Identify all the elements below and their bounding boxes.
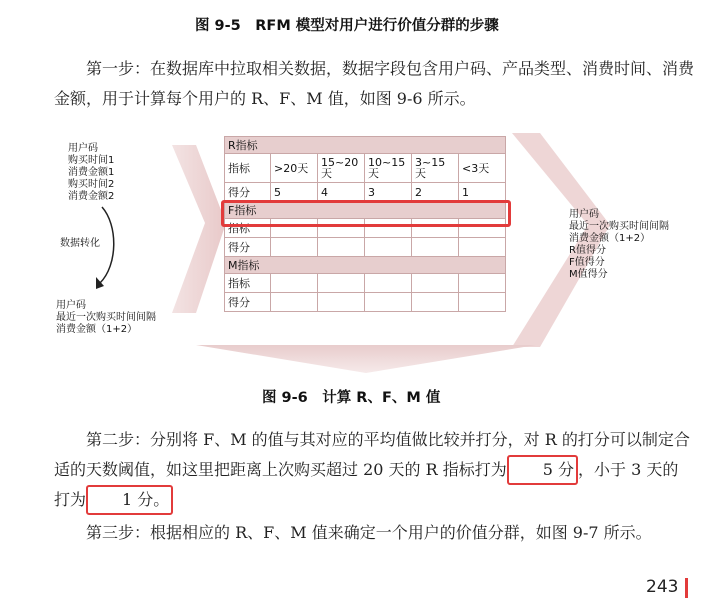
m-indicator-header: M指标 (225, 257, 506, 274)
output-field: 用户码 (569, 209, 599, 220)
output-field: F值得分 (569, 257, 605, 268)
highlight-five-points: 5 分 (507, 455, 578, 485)
source-field: 购买时间2 (68, 179, 115, 190)
converted-field: 最近一次购买时间间隔 (56, 312, 156, 323)
output-field: 消费金额（1+2） (569, 233, 651, 244)
output-fields-list (569, 209, 669, 281)
page-number-marker (685, 578, 688, 598)
r-score-cell: 2 (412, 183, 459, 202)
step-one-paragraph: 第一步：在数据库中拉取相关数据，数据字段包含用户码、产品类型、消费时间、消费金额，用于计算每个用户的 R、F、M 值，如图 9-6 所示。 (54, 59, 695, 108)
r-score-cell: 3 (365, 183, 412, 202)
r-threshold-cell: >20天 (271, 154, 318, 183)
row-label-score: 得分 (225, 293, 271, 312)
left-chevron-shape (172, 145, 226, 313)
output-field: M值得分 (569, 269, 608, 280)
r-threshold-cell: 3~15天 (412, 154, 459, 183)
converted-fields-list (56, 300, 156, 336)
r-threshold-cell: 15~20天 (318, 154, 365, 183)
row-label-score: 得分 (225, 238, 271, 257)
step-two-text: ，小于 3 天的打为 (54, 460, 679, 509)
source-field: 购买时间1 (68, 155, 115, 166)
highlight-one-point: 1 分。 (86, 485, 173, 515)
step-two-paragraph (54, 425, 694, 515)
output-field: R值得分 (569, 245, 606, 256)
r-score-cell: 1 (459, 183, 506, 202)
conversion-arrow (100, 207, 114, 283)
figure-9-5-caption: 图 9-5 RFM 模型对用户进行价值分群的步骤 (195, 18, 499, 34)
source-field: 消费金额2 (68, 191, 115, 202)
source-field: 消费金额1 (68, 167, 115, 178)
down-arrow-shape (196, 345, 536, 373)
step-two-text: 第二步：分别将 F、M 的值与其对应的平均值做比较并打分，对 R 的打分可以制定合适的天数阈值，如这里把距离上次购买超过 20 天的 R 指标打为 (54, 430, 690, 479)
r-score-cell: 5 (271, 183, 318, 202)
converted-field: 用户码 (56, 300, 86, 311)
rfm-table-wrapper (224, 136, 506, 312)
r-threshold-cell: <3天 (459, 154, 506, 183)
f-indicator-header: F指标 (225, 202, 506, 219)
row-label-indicator: 指标 (225, 219, 271, 238)
r-threshold-cell: 10~15天 (365, 154, 412, 183)
score-row-highlight (221, 200, 511, 227)
rfm-diagram (0, 125, 709, 375)
page-number: 243 (646, 577, 679, 597)
transform-label: 数据转化 (60, 238, 100, 249)
r-indicator-header: R指标 (225, 137, 506, 154)
row-label-indicator: 指标 (225, 154, 271, 183)
row-label-indicator: 指标 (225, 274, 271, 293)
step-three-paragraph: 第三步：根据相应的 R、F、M 值来确定一个用户的价值分群，如图 9-7 所示。 (86, 523, 652, 542)
source-fields-list (68, 143, 114, 203)
figure-9-6-caption: 图 9-6 计算 R、F、M 值 (262, 390, 441, 406)
row-label-score: 得分 (225, 183, 271, 202)
r-score-cell: 4 (318, 183, 365, 202)
source-field: 用户码 (68, 143, 98, 154)
converted-field: 消费金额（1+2） (56, 324, 138, 335)
output-field: 最近一次购买时间间隔 (569, 221, 669, 232)
